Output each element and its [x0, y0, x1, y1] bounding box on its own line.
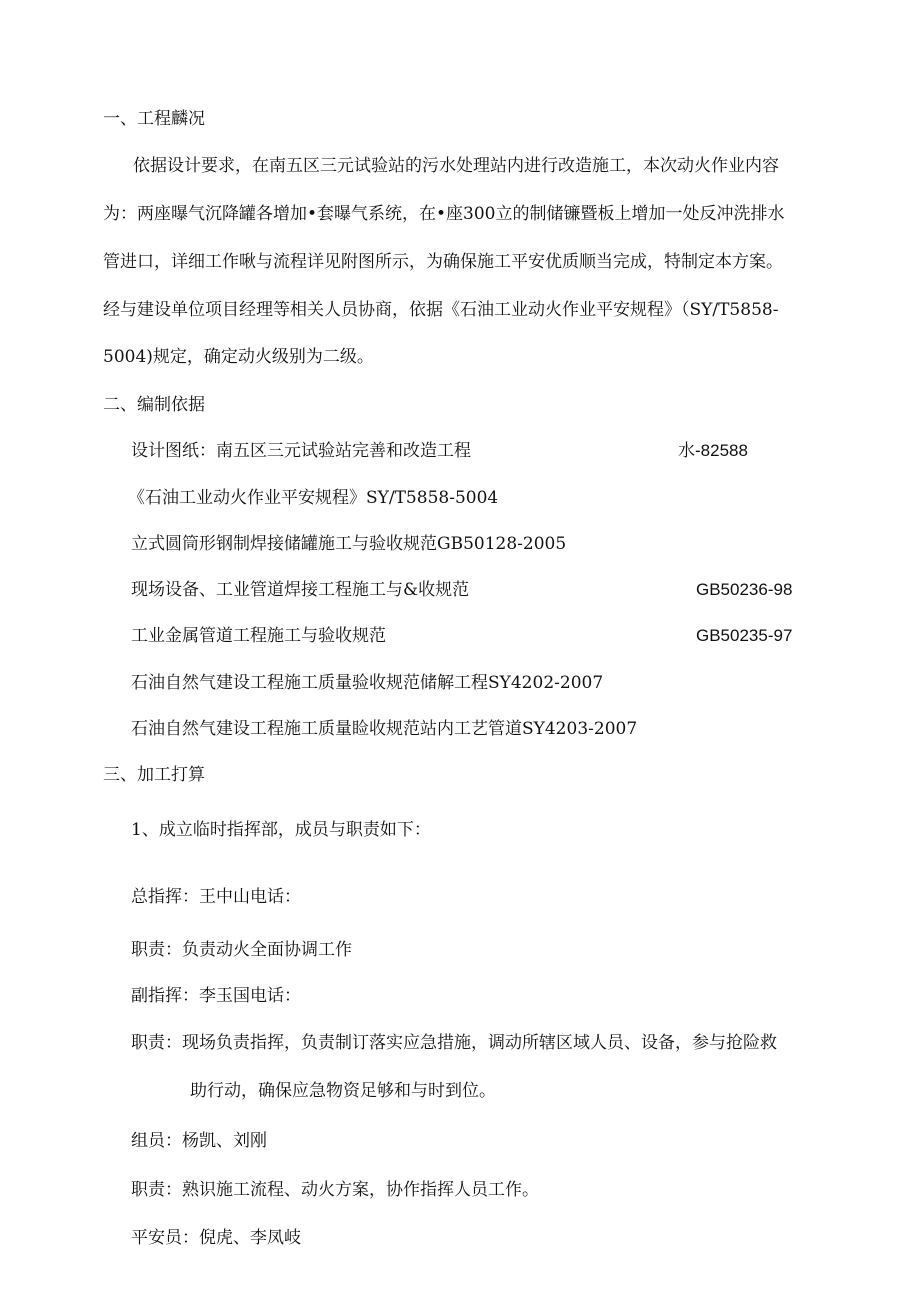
duty-line: 职责：现场负责指挥，负责制订落实应急措施，调动所辖区域人员、设备，参与抢险救	[131, 1033, 777, 1053]
role-line: 副指挥：李玉国电话：	[131, 986, 301, 1006]
paragraph-line: 5004)规定，确定动火级别为二级。	[103, 347, 374, 367]
reference-code: 水-82588	[678, 441, 748, 460]
duty-line-cont: 助行动，确保应急物资足够和与时到位。	[190, 1081, 496, 1101]
reference-item: 设计图纸：南五区三元试验站完善和改造工程	[131, 441, 471, 461]
reference-item: 石油自然气建设工程施工质量验收规范储解工程SY4202-2007	[131, 673, 604, 693]
duty-line: 职责：负责动火全面协调工作	[131, 940, 352, 960]
duty-line: 职责：熟识施工流程、动火方案，协作指挥人员工作。	[131, 1180, 539, 1200]
paragraph-line: 依据设计要求，在南五区三元试验站的污水处理站内进行改造施工，本次动火作业内容	[133, 156, 779, 176]
paragraph-line: 为：两座曝气沉降罐各增加•套曝气系统，在•座300立的制储镰暨板上增加一处反冲洗排水	[103, 204, 785, 224]
paragraph-line: 经与建设单位项目经理等相关人员协商，依据《石油工业动火作业平安规程》（SY/T5858-	[103, 300, 779, 320]
reference-item: 工业金属管道工程施工与验收规范	[131, 626, 386, 646]
reference-item: 立式圆筒形钢制焊接储罐施工与验收规范GB50128-2005	[131, 534, 567, 554]
reference-item: 现场设备、工业管道焊接工程施工与&收规范	[131, 580, 470, 600]
section-heading-1: 一、工程麟况	[103, 109, 205, 129]
role-line: 总指挥：王中山电话：	[131, 887, 301, 907]
section-heading-2: 二、编制依据	[103, 395, 205, 415]
role-line: 平安员：倪虎、李凤岐	[131, 1228, 301, 1248]
reference-code: GB50236-98	[696, 580, 793, 599]
paragraph-line: 管进口，详细工作啾与流程详见附图所示，为确保施工平安优质顺当完成，特制定本方案。	[103, 252, 783, 272]
reference-item: 《石油工业动火作业平安规程》SY/T5858-5004	[128, 488, 499, 508]
section-heading-3: 三、加工打算	[103, 765, 205, 785]
reference-item: 石油自然气建设工程施工质量睑收规范站内工艺管道SY4203-2007	[131, 719, 638, 739]
role-line: 组员：杨凯、刘刚	[131, 1131, 267, 1151]
reference-code: GB50235-97	[696, 626, 793, 645]
subsection-title: 1、成立临时指挥部，成员与职责如下：	[131, 820, 431, 840]
